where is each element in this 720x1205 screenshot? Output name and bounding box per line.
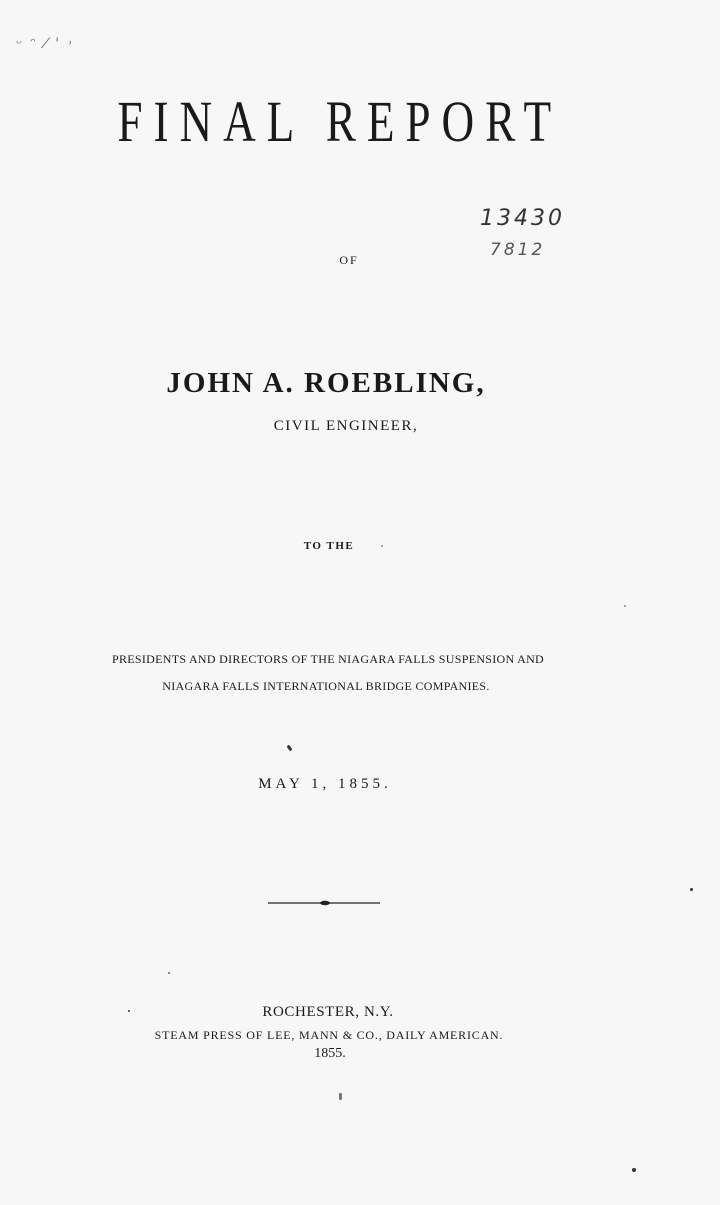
imprint-city: ROCHESTER, N.Y. [262, 1004, 394, 1020]
report-title: FINAL REPORT [117, 89, 563, 154]
ink-speck [339, 1093, 342, 1100]
addressee-line-1: PRESIDENTS AND DIRECTORS OF THE NIAGARA FALLS SUSPENSION AND [111, 652, 545, 666]
of-label: OF [339, 253, 359, 267]
handwritten-call-number: 13430 [480, 206, 565, 231]
to-the-label: TO THE [303, 540, 355, 552]
author-profession: CIVIL ENGINEER, [273, 418, 419, 434]
ink-speck [168, 972, 170, 974]
report-date: MAY 1, 1855. [258, 776, 392, 792]
ink-speck [632, 1168, 636, 1172]
imprint-year: 1855. [314, 1046, 346, 1061]
ornamental-rule [268, 900, 380, 906]
ink-speck [287, 745, 293, 752]
ink-speck [381, 545, 383, 547]
author-name: JOHN A. ROEBLING, [166, 367, 486, 399]
handwritten-corner-marks: ᵕ ᵔ ⁄ ' ˒ [16, 36, 74, 52]
ink-speck [690, 888, 693, 891]
ink-speck [128, 1010, 130, 1012]
handwritten-secondary-number: 7812 [490, 240, 546, 260]
imprint-printer: STEAM PRESS OF LEE, MANN & CO., DAILY AMERICAN. [154, 1028, 504, 1042]
addressee-line-2: NIAGARA FALLS INTERNATIONAL BRIDGE COMPANIES. [162, 679, 490, 693]
ink-speck [624, 605, 626, 607]
